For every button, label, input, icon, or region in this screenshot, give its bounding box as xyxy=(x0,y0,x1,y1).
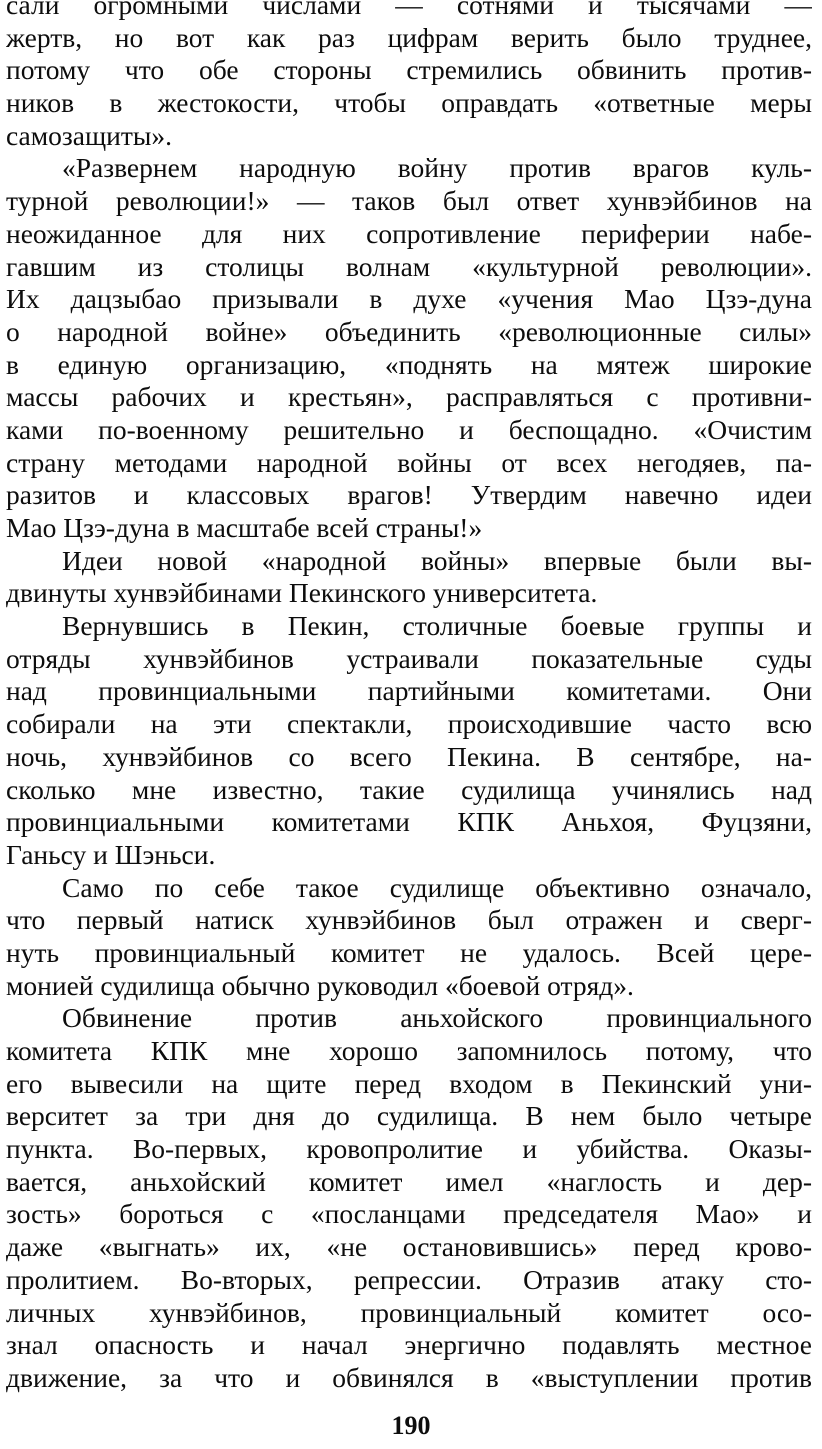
text-line: в единую организацию, «поднять на мятеж широкие xyxy=(6,348,812,380)
text-line: Ганьсу и Шэньси. xyxy=(6,838,216,870)
text-line: ночь, хунвэйбинов со всего Пекина. В сентябре, на- xyxy=(6,740,812,772)
text-line: собирали на эти спектакли, происходившие часто всю xyxy=(6,708,812,740)
text-line: пункта. Во-первых, кровопролитие и убийства. Оказы- xyxy=(6,1133,812,1165)
text-line: его вывесили на щите перед входом в Пекинский уни- xyxy=(6,1067,812,1099)
text-line: даже «выгнать» их, «не остановившись» перед крово- xyxy=(6,1231,812,1263)
text-line: «Развернем народную войну против врагов куль- xyxy=(62,152,812,184)
text-line: верситет за три дня до судилища. В нем было четыре xyxy=(6,1100,812,1132)
text-line: движение, за что и обвинялся в «выступлении против xyxy=(6,1361,812,1393)
text-line: турной революции!» — таков был ответ хунвэйбинов на xyxy=(6,185,812,217)
text-line: страну методами народной войны от всех негодяев, па- xyxy=(6,446,812,478)
text-line: что первый натиск хунвэйбинов был отражен и сверг- xyxy=(6,904,812,936)
text-line: ников в жестокости, чтобы оправдать «ответные меры xyxy=(6,87,812,119)
text-line: двинуты хунвэйбинами Пекинского университета. xyxy=(6,577,598,609)
text-line: ками по-военному решительно и беспощадно. «Очистим xyxy=(6,413,812,445)
text-line: Идеи новой «народной войны» впервые были вы- xyxy=(62,544,812,576)
text-line: нуть провинциальный комитет не удалось. Всей цере- xyxy=(6,936,812,968)
text-line: Само по себе такое судилище объективно означало, xyxy=(62,871,812,903)
text-line: неожиданное для них сопротивление периферии набе- xyxy=(6,217,812,249)
text-line: Обвинение против аньхойского провинциального xyxy=(62,1002,812,1034)
text-line: личных хунвэйбинов, провинциальный комитет осо- xyxy=(6,1296,812,1328)
text-line: пролитием. Во-вторых, репрессии. Отразив атаку сто- xyxy=(6,1263,812,1295)
text-line: вается, аньхойский комитет имел «наглость и дер- xyxy=(6,1165,812,1197)
text-line: Мао Цзэ-дуна в масштабе всей страны!» xyxy=(6,512,483,543)
text-line: сколько мне известно, такие судилища учинялись над xyxy=(6,773,812,805)
text-line: потому что обе стороны стремились обвинить против- xyxy=(6,54,812,86)
text-line: отряды хунвэйбинов устраивали показательные суды xyxy=(6,642,812,674)
text-line: над провинциальными партийными комитетами. Они xyxy=(6,675,812,707)
text-line: Вернувшись в Пекин, столичные боевые группы и xyxy=(62,610,812,642)
text-line: комитета КПК мне хорошо запомнилось потому, что xyxy=(6,1035,812,1066)
text-line: провинциальными комитетами КПК Аньхоя, Фуцзяни, xyxy=(6,806,812,838)
page-number: 190 xyxy=(391,1411,431,1440)
text-line: монией судилища обычно руководил «боевой отряд». xyxy=(6,969,634,1001)
text-line: массы рабочих и крестьян», расправляться с противни- xyxy=(6,381,812,413)
body-text xyxy=(6,0,812,1395)
text-line: знал опасность и начал энергично подавлять местное xyxy=(6,1329,812,1361)
text-line: сали огромными числами — сотнями и тысячами — xyxy=(6,0,812,20)
text-line: гавшим из столицы волнам «культурной революции». xyxy=(6,250,812,282)
text-line: самозащиты». xyxy=(6,119,172,151)
text-line: Их дацзыбао призывали в духе «учения Мао Цзэ-дуна xyxy=(6,283,812,315)
text-line: зость» бороться с «посланцами председателя Мао» и xyxy=(6,1198,812,1230)
text-line: разитов и классовых врагов! Утвердим навечно идеи xyxy=(6,479,812,511)
text-line: о народной войне» объединить «революционные силы» xyxy=(6,315,812,347)
text-line: жертв, но вот как раз цифрам верить было труднее, xyxy=(6,21,812,53)
